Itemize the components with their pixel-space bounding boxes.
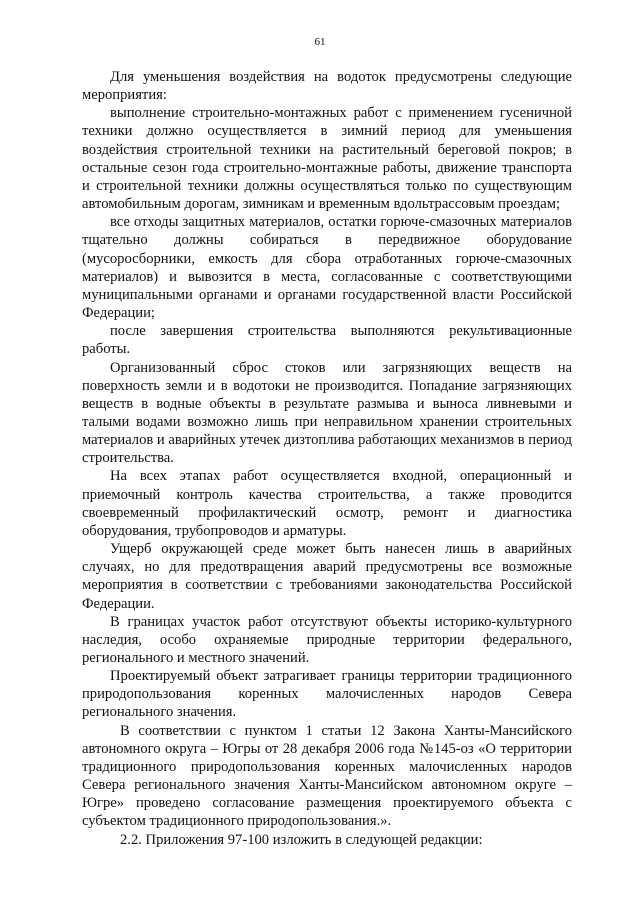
paragraph: выполнение строительно-монтажных работ с применением гусеничной техники должно осуществляется в зимний период для уменьшения воздействия строительной техники на растительный береговой покров; в остальные сезон года строительно-монтажные работы, движение транспорта и строительной техники должны осуществляться только по существующим автомобильным дорогам, зимникам и временным вдольтрассовым проездам; (82, 105, 572, 213)
page-number: 61 (314, 36, 326, 48)
paragraph: 2.2. Приложения 97-100 изложить в следующей редакции: (120, 831, 483, 848)
document-body (82, 68, 572, 849)
paragraph: Ущерб окружающей среде может быть нанесен лишь в аварийных случаях, но для предотвращения аварий предусмотрены все возможные мероприятия в соответствии с требованиями законодательства Российской Федерации. (82, 541, 572, 612)
paragraph: после завершения строительства выполняются рекультивационные работы. (82, 323, 572, 358)
paragraph: Организованный сброс стоков или загрязняющих веществ на поверхность земли и в водотоки не производится. Попадание загрязняющих веществ в водные объекты в результате размыва и выноса ливневыми и талыми водами возможно лишь при неправильном хранении строительных материалов и аварийных утечек дизтоплива работающих механизмов в период строительства. (82, 359, 572, 467)
paragraph: все отходы защитных материалов, остатки горюче-смазочных материалов тщательно должны собираться в передвижное оборудование (мусоросборники, емкость для сбора отработанных горюче-смазочных материалов) и вывозится в места, согласованные с соответствующими муниципальными органами и органами государственной власти Российской Федерации; (82, 214, 572, 322)
paragraph: В границах участок работ отсутствуют объекты историко-культурного наследия, особо охраняемые природные территории федерального, регионального и местного значений. (82, 613, 572, 666)
paragraph: Для уменьшения воздействия на водоток предусмотрены следующие мероприятия: (82, 69, 572, 104)
paragraph: На всех этапах работ осуществляется входной, операционный и приемочный контроль качества строительства, а также проводится своевременный профилактический осмотр, ремонт и диагностика оборудования, трубопроводов и арматуры. (82, 468, 572, 539)
paragraph: В соответствии с пунктом 1 статьи 12 Закона Ханты-Мансийского автономного округа – Югры от 28 декабря 2006 года №145-оз «О территории традиционного природопользования коренных малочисленных народов Севера регионального значения Ханты-Мансийском автономном округе – Югре» проведено согласование размещения проектируемого объекта с субъектом традиционного природопользования.». (82, 722, 572, 830)
paragraph: Проектируемый объект затрагивает границы территории традиционного природопользования коренных малочисленных народов Севера регионального значения. (82, 668, 572, 721)
